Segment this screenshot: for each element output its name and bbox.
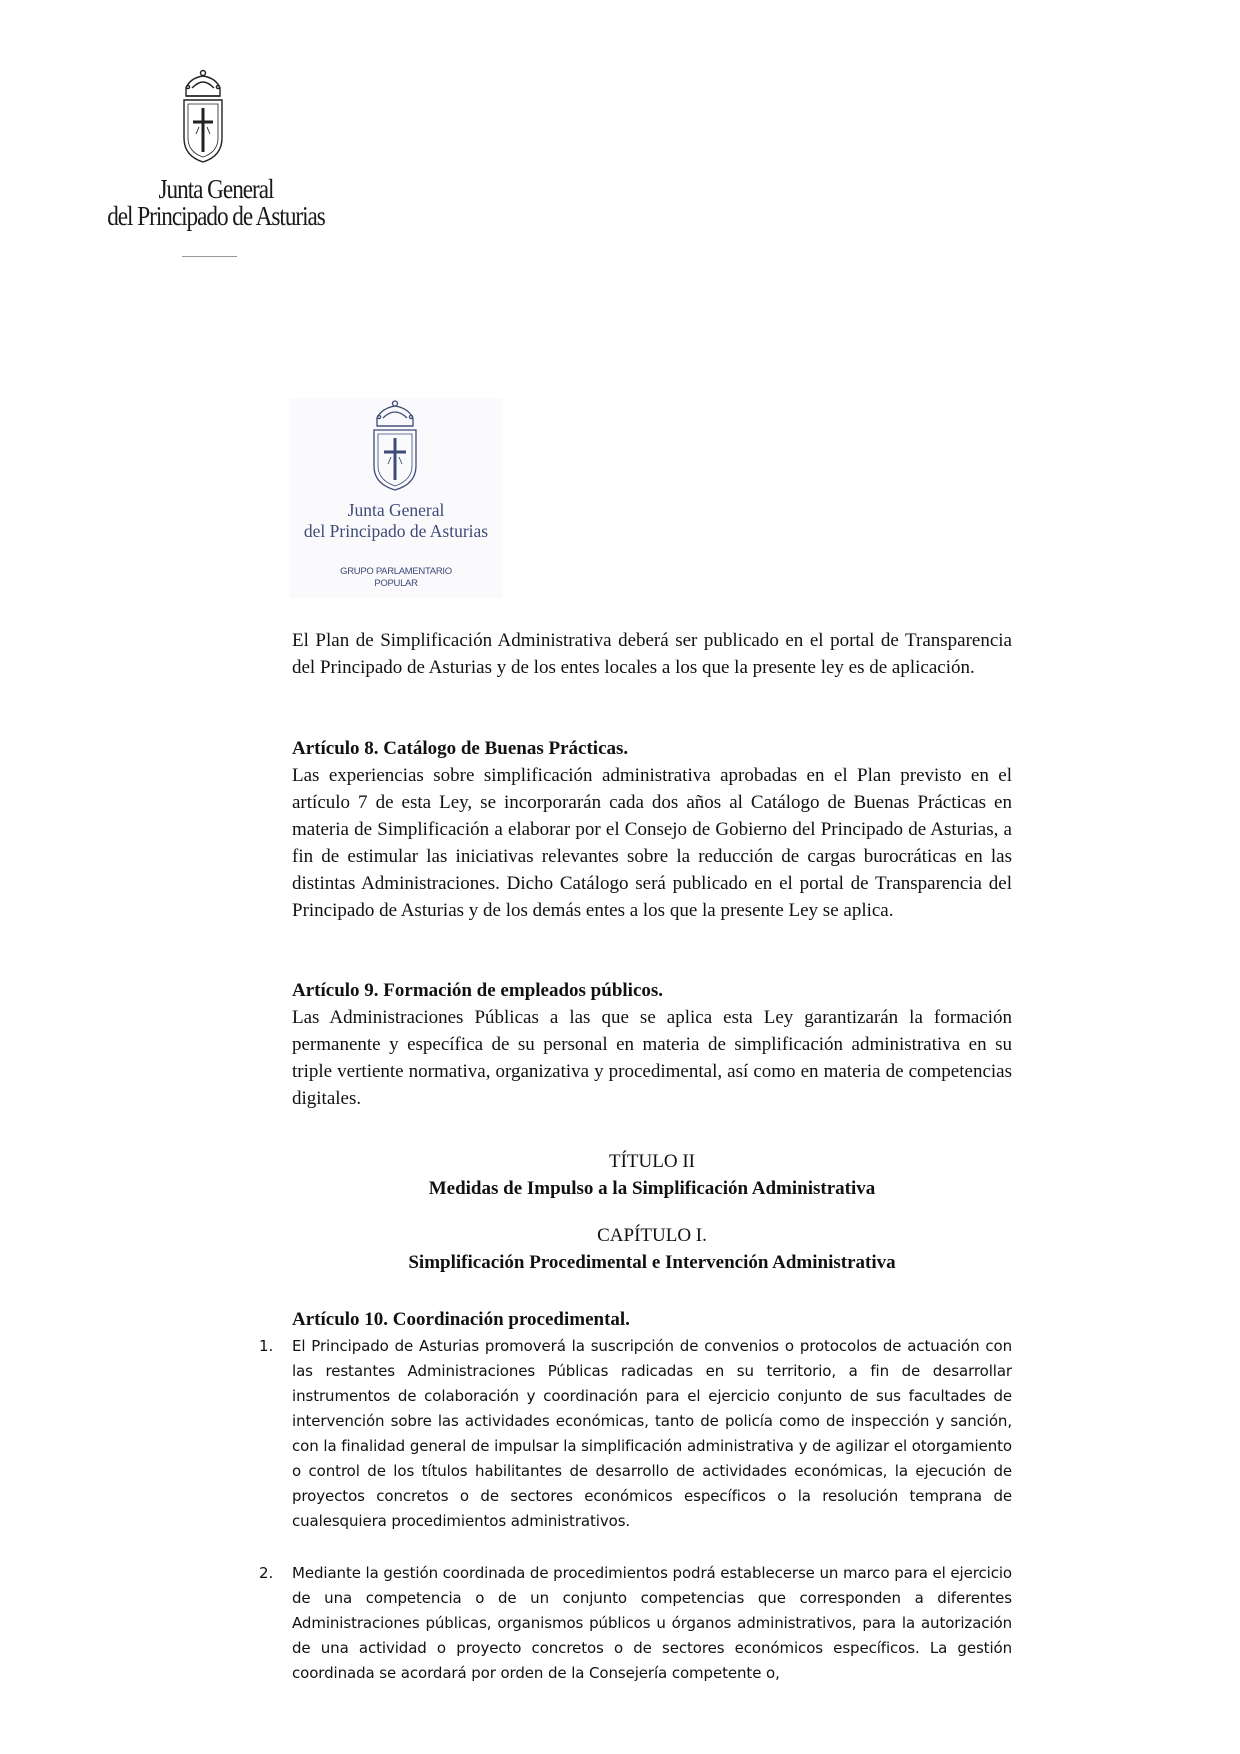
list-item bbox=[259, 1561, 1012, 1686]
coat-of-arms-icon bbox=[178, 68, 228, 168]
list-item-number: 2. bbox=[259, 1564, 274, 1582]
list-item-text: Mediante la gestión coordinada de procedimientos podrá establecerse un marco para el ejercicio de una competencia o de un conjunto competencias que corresponden a diferentes Administraciones públicas, organismos públicos u órganos administrativos, para la autorización de una actividad o proyecto concretos o de sectores económicos específicos. La gestión coordinada se acordará por orden de la Consejería competente o, bbox=[292, 1564, 1012, 1682]
article-10-heading: Artículo 10. Coordinación procedimental. bbox=[292, 1309, 630, 1330]
group-label-line1: GRUPO PARLAMENTARIO bbox=[340, 566, 452, 577]
article-9 bbox=[292, 977, 1012, 1112]
institution-name-line2: del Principado de Asturias bbox=[107, 201, 325, 231]
list-item-number: 1. bbox=[259, 1337, 274, 1355]
article-8 bbox=[292, 735, 1012, 924]
group-logo bbox=[290, 398, 502, 598]
titulo-name: Medidas de Impulso a la Simplificación Administrativa bbox=[428, 1178, 876, 1199]
list-item bbox=[259, 1334, 1012, 1534]
group-label-line2: POPULAR bbox=[374, 578, 418, 589]
capitulo-name: Simplificación Procedimental e Intervención Administrativa bbox=[408, 1252, 896, 1273]
group-logo-name-line2: del Principado de Asturias bbox=[303, 521, 489, 541]
coat-of-arms-icon bbox=[368, 400, 422, 494]
group-logo-name bbox=[290, 500, 502, 542]
list-item-text: El Principado de Asturias promoverá la suscripción de convenios o protocolos de actuación con las restantes Administraciones Públicas radicadas en su territorio, a fin de desarrollar instrumentos de colaboración y coordinación para el ejercicio conjunto de sus facultades de intervención sobre las actividades económicas, tanto de policía como de inspección y sanción, con la finalidad general de impulsar la simplificación administrativa y de agilizar el otorgamiento o control de los títulos habilitantes de desarrollo de actividades económicas, la ejecución de proyectos concretos o de sectores económicos específicos o la resolución temprana de cualesquiera procedimientos administrativos. bbox=[292, 1337, 1012, 1530]
article-text: Las experiencias sobre simplificación administrativa aprobadas en el Plan previsto en el artículo 7 de esta Ley, se incorporarán cada dos años al Catálogo de Buenas Prácticas en materia de Simplificación a elaborar por el Consejo de Gobierno del Principado de Asturias, a fin de estimular las iniciativas relevantes sobre la reducción de cargas burocráticas en las distintas Administraciones. Dicho Catálogo será publicado en el portal de Transparencia del Principado de Asturias y de los demás entes a los que la presente Ley se aplica. bbox=[292, 765, 1012, 921]
group-logo-name-line1: Junta General bbox=[347, 500, 445, 520]
article-text: Las Administraciones Públicas a las que se aplica esta Ley garantizarán la formación permanente y específica de su personal en materia de simplificación administrativa en su triple vertiente normativa, organizativa y procedimental, así como en materia de competencias digitales. bbox=[292, 1007, 1012, 1109]
article-heading: Artículo 9. Formación de empleados públicos. bbox=[292, 980, 664, 1001]
intro-paragraph: El Plan de Simplificación Administrativa deberá ser publicado en el portal de Transparencia del Principado de Asturias y de los entes locales a los que la presente ley es de aplicación. bbox=[292, 630, 1012, 678]
header-divider bbox=[182, 256, 237, 257]
institution-name bbox=[104, 176, 328, 230]
capitulo-label: CAPÍTULO I. bbox=[597, 1225, 707, 1246]
group-label bbox=[290, 566, 502, 590]
institution-name-line1: Junta General bbox=[158, 174, 274, 204]
article-heading: Artículo 8. Catálogo de Buenas Prácticas. bbox=[292, 738, 629, 759]
titulo-label: TÍTULO II bbox=[609, 1151, 695, 1172]
